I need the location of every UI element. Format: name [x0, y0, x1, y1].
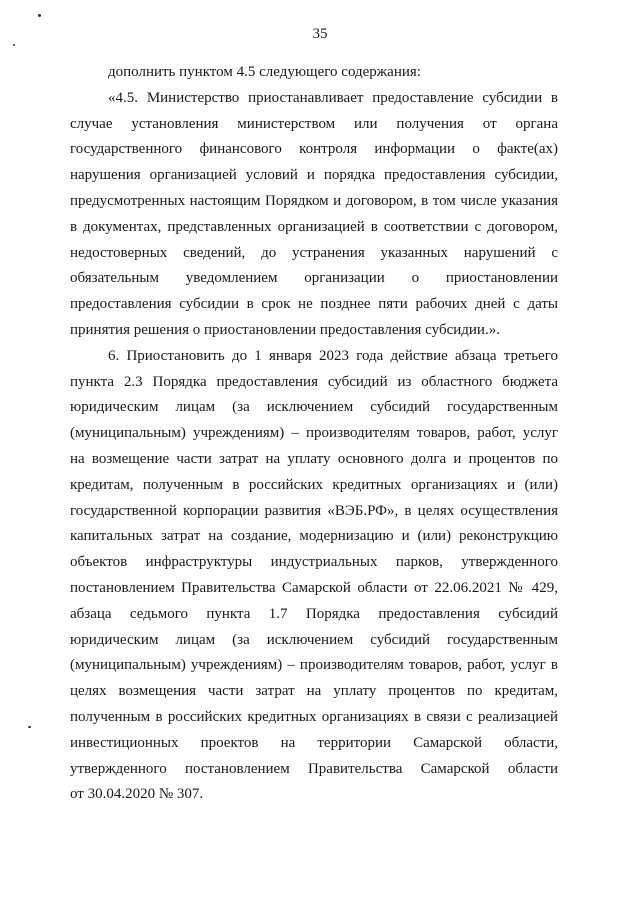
text-line: 6. Приостановить до 1 января 2023 года действие абзаца третьего [108, 347, 558, 364]
text-line: (муниципальным) учреждениям) – производителям товаров, работ, услуг [70, 425, 558, 442]
text-line: капитальных затрат на создание, модернизацию и (или) реконструкцию [70, 528, 558, 545]
text-line: в документах, представленных организацией в соответствии с договором, [70, 218, 558, 235]
text-line: принятия решения о приостановлении предоставления субсидии.». [70, 321, 500, 338]
text-line: инвестиционных проектов на территории Самарской области, [70, 734, 558, 751]
text-line: объектов инфраструктуры индустриальных парков, утвержденного [70, 554, 558, 571]
text-line: на возмещение части затрат на уплату основного долга и процентов по [70, 450, 558, 467]
text-line: утвержденного постановлением Правительства Самарской области [70, 760, 558, 777]
text-line: недостоверных сведений, до устранения указанных нарушений с [70, 244, 558, 261]
text-line: предоставления субсидии в срок не позднее пяти рабочих дней с даты [70, 296, 558, 313]
document-body [70, 60, 558, 808]
text-line: пункта 2.3 Порядка предоставления субсидий из областного бюджета [70, 373, 558, 390]
text-line: «4.5. Министерство приостанавливает предоставление субсидии в [108, 89, 558, 106]
scan-speck [38, 14, 41, 17]
text-line: юридическим лицам (за исключением субсидий государственным [70, 399, 558, 416]
scan-speck [28, 726, 31, 728]
text-line: дополнить пунктом 4.5 следующего содержания: [108, 64, 421, 80]
text-line: от 30.04.2020 № 307. [70, 786, 204, 803]
text-line: юридическим лицам (за исключением субсидий государственным [70, 631, 558, 648]
text-line: случае установления министерством или получения от органа [70, 115, 558, 132]
text-line: предусмотренных настоящим Порядком и договором, в том числе указания [70, 192, 558, 209]
paragraph-3 [70, 344, 558, 808]
text-line: постановлением Правительства Самарской области от 22.06.2021 № 429, [70, 579, 558, 596]
text-line: абзаца седьмого пункта 1.7 Порядка предоставления субсидий [70, 605, 558, 622]
text-line: нарушения организацией условий и порядка предоставления субсидии, [70, 167, 558, 184]
text-line: государственного финансового контроля информации о факте(ах) [70, 141, 558, 158]
page-number: 35 [312, 26, 328, 42]
paragraph-1 [70, 60, 558, 86]
text-line: государственной корпорации развития «ВЭБ.РФ», в целях осуществления [70, 502, 558, 519]
text-line: целях возмещения части затрат на уплату процентов по кредитам, [70, 683, 558, 700]
text-line: кредитам, полученным в российских кредитных организациях и (или) [70, 476, 558, 493]
scan-speck [13, 44, 15, 46]
text-line: обязательным уведомлением организации о приостановлении [70, 270, 558, 287]
text-line: (муниципальным) учреждениям) – производителям товаров, работ, услуг в [70, 657, 558, 674]
paragraph-2 [70, 86, 558, 344]
text-line: полученным в российских кредитных организациях в связи с реализацией [70, 708, 558, 725]
